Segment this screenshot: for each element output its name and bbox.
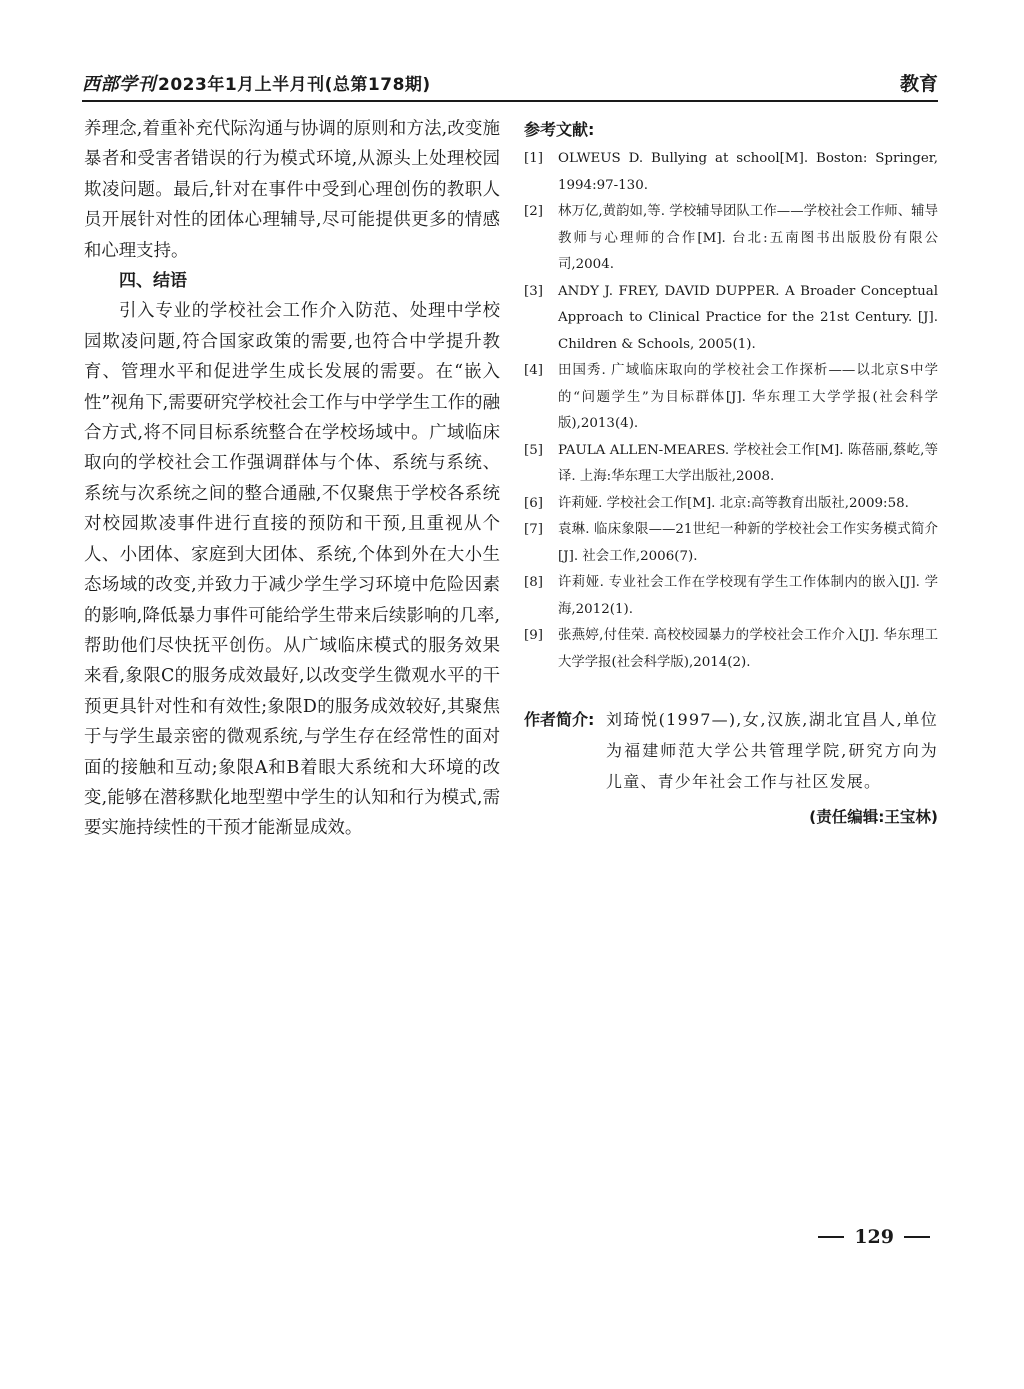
references-title: 参考文献: xyxy=(524,120,595,139)
author-bio xyxy=(524,704,938,797)
reference-text: 许莉娅. 专业社会工作在学校现有学生工作体制内的嵌入[J]. 学海,2012(1). xyxy=(558,575,938,617)
reference-item xyxy=(524,438,938,491)
left-column xyxy=(84,114,500,844)
reference-text: 张燕婷,付佳荣. 高校校园暴力的学校社会工作介入[J]. 华东理工大学学报(社会科学版),2014(2). xyxy=(558,628,938,670)
reference-item xyxy=(524,491,938,518)
reference-number: [5] xyxy=(524,442,543,458)
page-number-dash xyxy=(818,1236,844,1238)
reference-text: OLWEUS D. Bullying at school[M]. Boston: Springer, 1994:97-130. xyxy=(558,151,938,193)
reference-number: [1] xyxy=(524,151,543,166)
right-column xyxy=(524,116,938,831)
reference-text: 林万亿,黄韵如,等. 学校辅导团队工作——学校社会工作师、辅导教师与心理师的合作[M]. 台北:五南图书出版股份有限公司,2004. xyxy=(558,204,938,272)
journal-issue: 2023年1月上半月刊(总第178期) xyxy=(158,75,431,95)
reference-item xyxy=(524,146,938,199)
reference-item xyxy=(524,570,938,623)
reference-number: [8] xyxy=(524,575,543,590)
page-number: 129 xyxy=(854,1226,894,1248)
reference-number: [7] xyxy=(524,522,543,537)
reference-number: [3] xyxy=(524,283,543,299)
reference-text: 袁琳. 临床象限——21世纪一种新的学校社会工作实务模式简介[J]. 社会工作,2006(7). xyxy=(558,522,938,564)
author-bio-label: 作者简介: xyxy=(524,710,595,729)
reference-number: [9] xyxy=(524,628,543,643)
paragraph-continuation: 养理念,着重补充代际沟通与协调的原则和方法,改变施暴者和受害者错误的行为模式环境,从源头上处理校园欺凌问题。最后,针对在事件中受到心理创伤的教职人员开展针对性的团体心理辅导,尽可能提供更多的情感和心理支持。 xyxy=(84,119,500,261)
reference-item xyxy=(524,279,938,359)
header-journal-info xyxy=(82,70,431,96)
section-heading-conclusion: 四、结语 xyxy=(119,271,187,292)
reference-number: [4] xyxy=(524,363,543,378)
page-number-dash xyxy=(904,1236,930,1238)
reference-text: 田国秀. 广域临床取向的学校社会工作探析——以北京S中学的“问题学生”为目标群体[J]. 华东理工大学学报(社会科学版),2013(4). xyxy=(558,363,938,431)
reference-number: [2] xyxy=(524,204,543,219)
reference-list xyxy=(524,146,938,676)
paragraph-conclusion: 引入专业的学校社会工作介入防范、处理中学校园欺凌问题,符合国家政策的需要,也符合中学提升教育、管理水平和促进学生成长发展的需要。在“嵌入性”视角下,需要研究学校社会工作与中学学生工作的融合方式,将不同目标系统整合在学校场域中。广域临床取向的学校社会工作强调群体与个体、系统与系统、系统与次系统之间的整合通融,不仅聚焦于学校各系统对校园欺凌事件进行直接的预防和干预,且重视从个人、小团体、家庭到大团体、系统,个体到外在大小生态场域的改变,并致力于减少学生学习环境中危险因素的影响,降低暴力事件可能给学生带来后续影响的几率,帮助他们尽快抚平创伤。从广域临床模式的服务效果来看,象限C的服务成效最好,以改变学生微观水平的干预更具针对性和有效性;象限D的服务成效较好,其聚焦于与学生最亲密的微观系统,与学生存在经常性的面对面的接触和互动;象限A和B着眼大系统和大环境的改变,能够在潜移默化地型塑中学生的认知和行为模式,需要实施持续性的干预才能渐显成效。 xyxy=(84,301,500,839)
page-number-footer xyxy=(818,1226,930,1248)
header-section: 教育 xyxy=(899,73,938,95)
responsible-editor: (责任编辑:王宝林) xyxy=(809,808,938,826)
reference-item xyxy=(524,517,938,570)
reference-item xyxy=(524,358,938,438)
author-bio-text: 刘琦悦(1997—),女,汉族,湖北宜昌人,单位为福建师范大学公共管理学院,研究方向为儿童、青少年社会工作与社区发展。 xyxy=(606,710,938,791)
reference-item xyxy=(524,623,938,676)
reference-item xyxy=(524,199,938,279)
reference-text: ANDY J. FREY, DAVID DUPPER. A Broader Conceptual Approach to Clinical Practice for the 21st Century. [J]. Children & Schools, 2005(1). xyxy=(558,283,938,352)
running-header xyxy=(82,70,938,102)
reference-text: 许莉娅. 学校社会工作[M]. 北京:高等教育出版社,2009:58. xyxy=(558,495,909,511)
reference-text: PAULA ALLEN-MEARES. 学校社会工作[M]. 陈蓓丽,蔡屹,等译. 上海:华东理工大学出版社,2008. xyxy=(558,442,938,484)
reference-number: [6] xyxy=(524,495,543,511)
journal-masthead: 西部学刊 xyxy=(82,74,156,95)
